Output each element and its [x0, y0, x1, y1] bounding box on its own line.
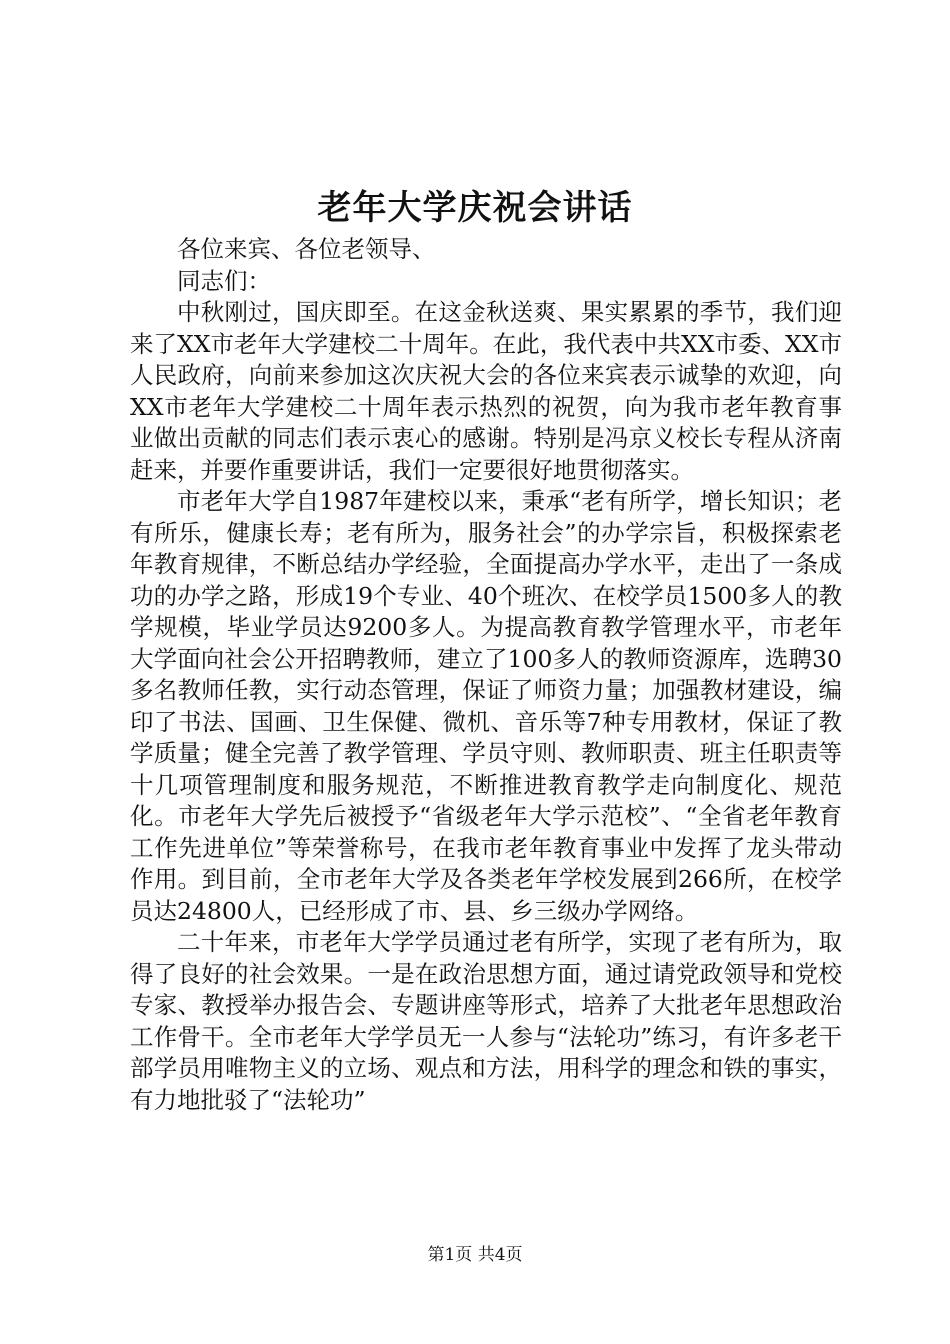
- paragraph-3: 二十年来，市老年大学学员通过老有所学，实现了老有所为，取得了良好的社会效果。一是在政治思想方面，通过请党政领导和党校专家、教授举办报告会、专题讲座等形式，培养了大批老年思想政治工作骨干。全市老年大学学员无一人参与“法轮功”练习，有许多老干部学员用唯物主义的立场、观点和方法，用科学的理念和铁的事实，有力地批驳了“法轮功”: [130, 928, 842, 1114]
- document-body: [130, 234, 842, 1116]
- salutation-line-1: 各位来宾、各位老领导、: [177, 235, 436, 263]
- paragraph-2: 市老年大学自1987年建校以来，秉承“老有所学，增长知识；老有所乐，健康长寿；老有所为，服务社会”的办学宗旨，积极探索老年教育规律，不断总结办学经验，全面提高办学水平，走出了一条成功的办学之路，形成19个专业、40个班次、在校学员1500多人的教学规模，毕业学员达9200多人。为提高教育教学管理水平，市老年大学面向社会公开招聘教师，建立了100多人的教师资源库，选聘30多名教师任教，实行动态管理，保证了师资力量；加强教材建设，编印了书法、国画、卫生保健、微机、音乐等7种专用教材，保证了教学质量；健全完善了教学管理、学员守则、教师职责、班主任职责等十几项管理制度和服务规范，不断推进教育教学走向制度化、规范化。市老年大学先后被授予“省级老年大学示范校”、“全省老年教育工作先进单位”等荣誉称号，在我市老年教育事业中发挥了龙头带动作用。到目前，全市老年大学及各类老年学校发展到266所，在校学员达24800人，已经形成了市、县、乡三级办学网络。: [130, 487, 842, 925]
- salutation-line-2: 同志们：: [177, 266, 271, 295]
- page-footer: 第1页 共4页: [427, 1245, 523, 1265]
- document-title: 老年大学庆祝会讲话: [317, 188, 633, 228]
- paragraph-1: 中秋刚过，国庆即至。在这金秋送爽、果实累累的季节，我们迎来了XX市老年大学建校二十周年。在此，我代表中共XX市委、XX市人民政府，向前来参加这次庆祝大会的各位来宾表示诚挚的欢迎，向XX市老年大学建校二十周年表示热烈的祝贺，向为我市老年教育事业做出贡献的同志们表示衷心的感谢。特别是冯京义校长专程从济南赶来，并要作重要讲话，我们一定要很好地贯彻落实。: [130, 298, 842, 484]
